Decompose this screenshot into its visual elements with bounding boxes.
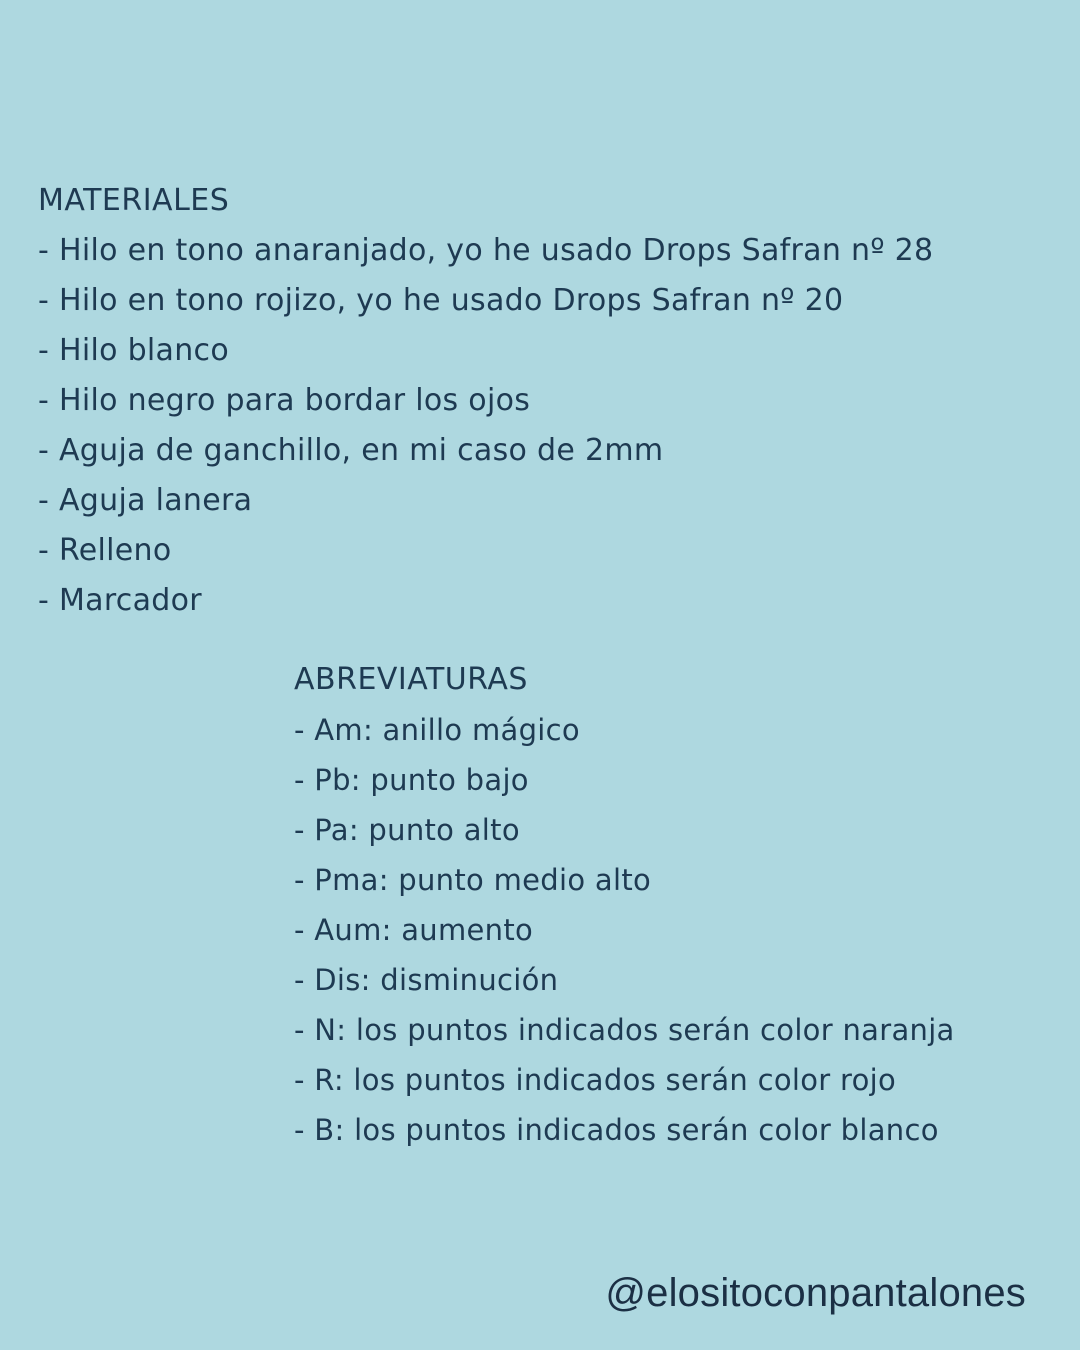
materiales-item: - Relleno (38, 533, 172, 568)
materiales-item: - Hilo en tono rojizo, yo he usado Drops Safran nº 20 (38, 283, 844, 318)
materiales-item: - Marcador (38, 583, 202, 618)
abreviaturas-item: - N: los puntos indicados serán color naranja (294, 1013, 955, 1047)
abreviaturas-item: - R: los puntos indicados serán color rojo (294, 1063, 897, 1097)
abreviaturas-item: - Aum: aumento (294, 913, 534, 947)
materiales-section (38, 176, 933, 626)
social-handle: @elositoconpantalones (605, 1271, 1026, 1315)
abreviaturas-section (294, 655, 955, 1155)
abreviaturas-item: - B: los puntos indicados serán color blanco (294, 1113, 939, 1147)
materiales-item: - Aguja lanera (38, 483, 253, 518)
materiales-item: - Hilo en tono anaranjado, yo he usado Drops Safran nº 28 (38, 233, 934, 268)
abreviaturas-heading: ABREVIATURAS (294, 662, 528, 697)
materiales-item: - Aguja de ganchillo, en mi caso de 2mm (38, 433, 664, 468)
materiales-heading: MATERIALES (38, 183, 230, 218)
abreviaturas-item: - Pa: punto alto (294, 813, 520, 847)
materiales-item: - Hilo negro para bordar los ojos (38, 383, 531, 418)
abreviaturas-item: - Pb: punto bajo (294, 763, 529, 797)
materiales-item: - Hilo blanco (38, 333, 230, 368)
abreviaturas-item: - Dis: disminución (294, 963, 559, 997)
abreviaturas-item: - Am: anillo mágico (294, 713, 580, 747)
abreviaturas-item: - Pma: punto medio alto (294, 863, 652, 897)
